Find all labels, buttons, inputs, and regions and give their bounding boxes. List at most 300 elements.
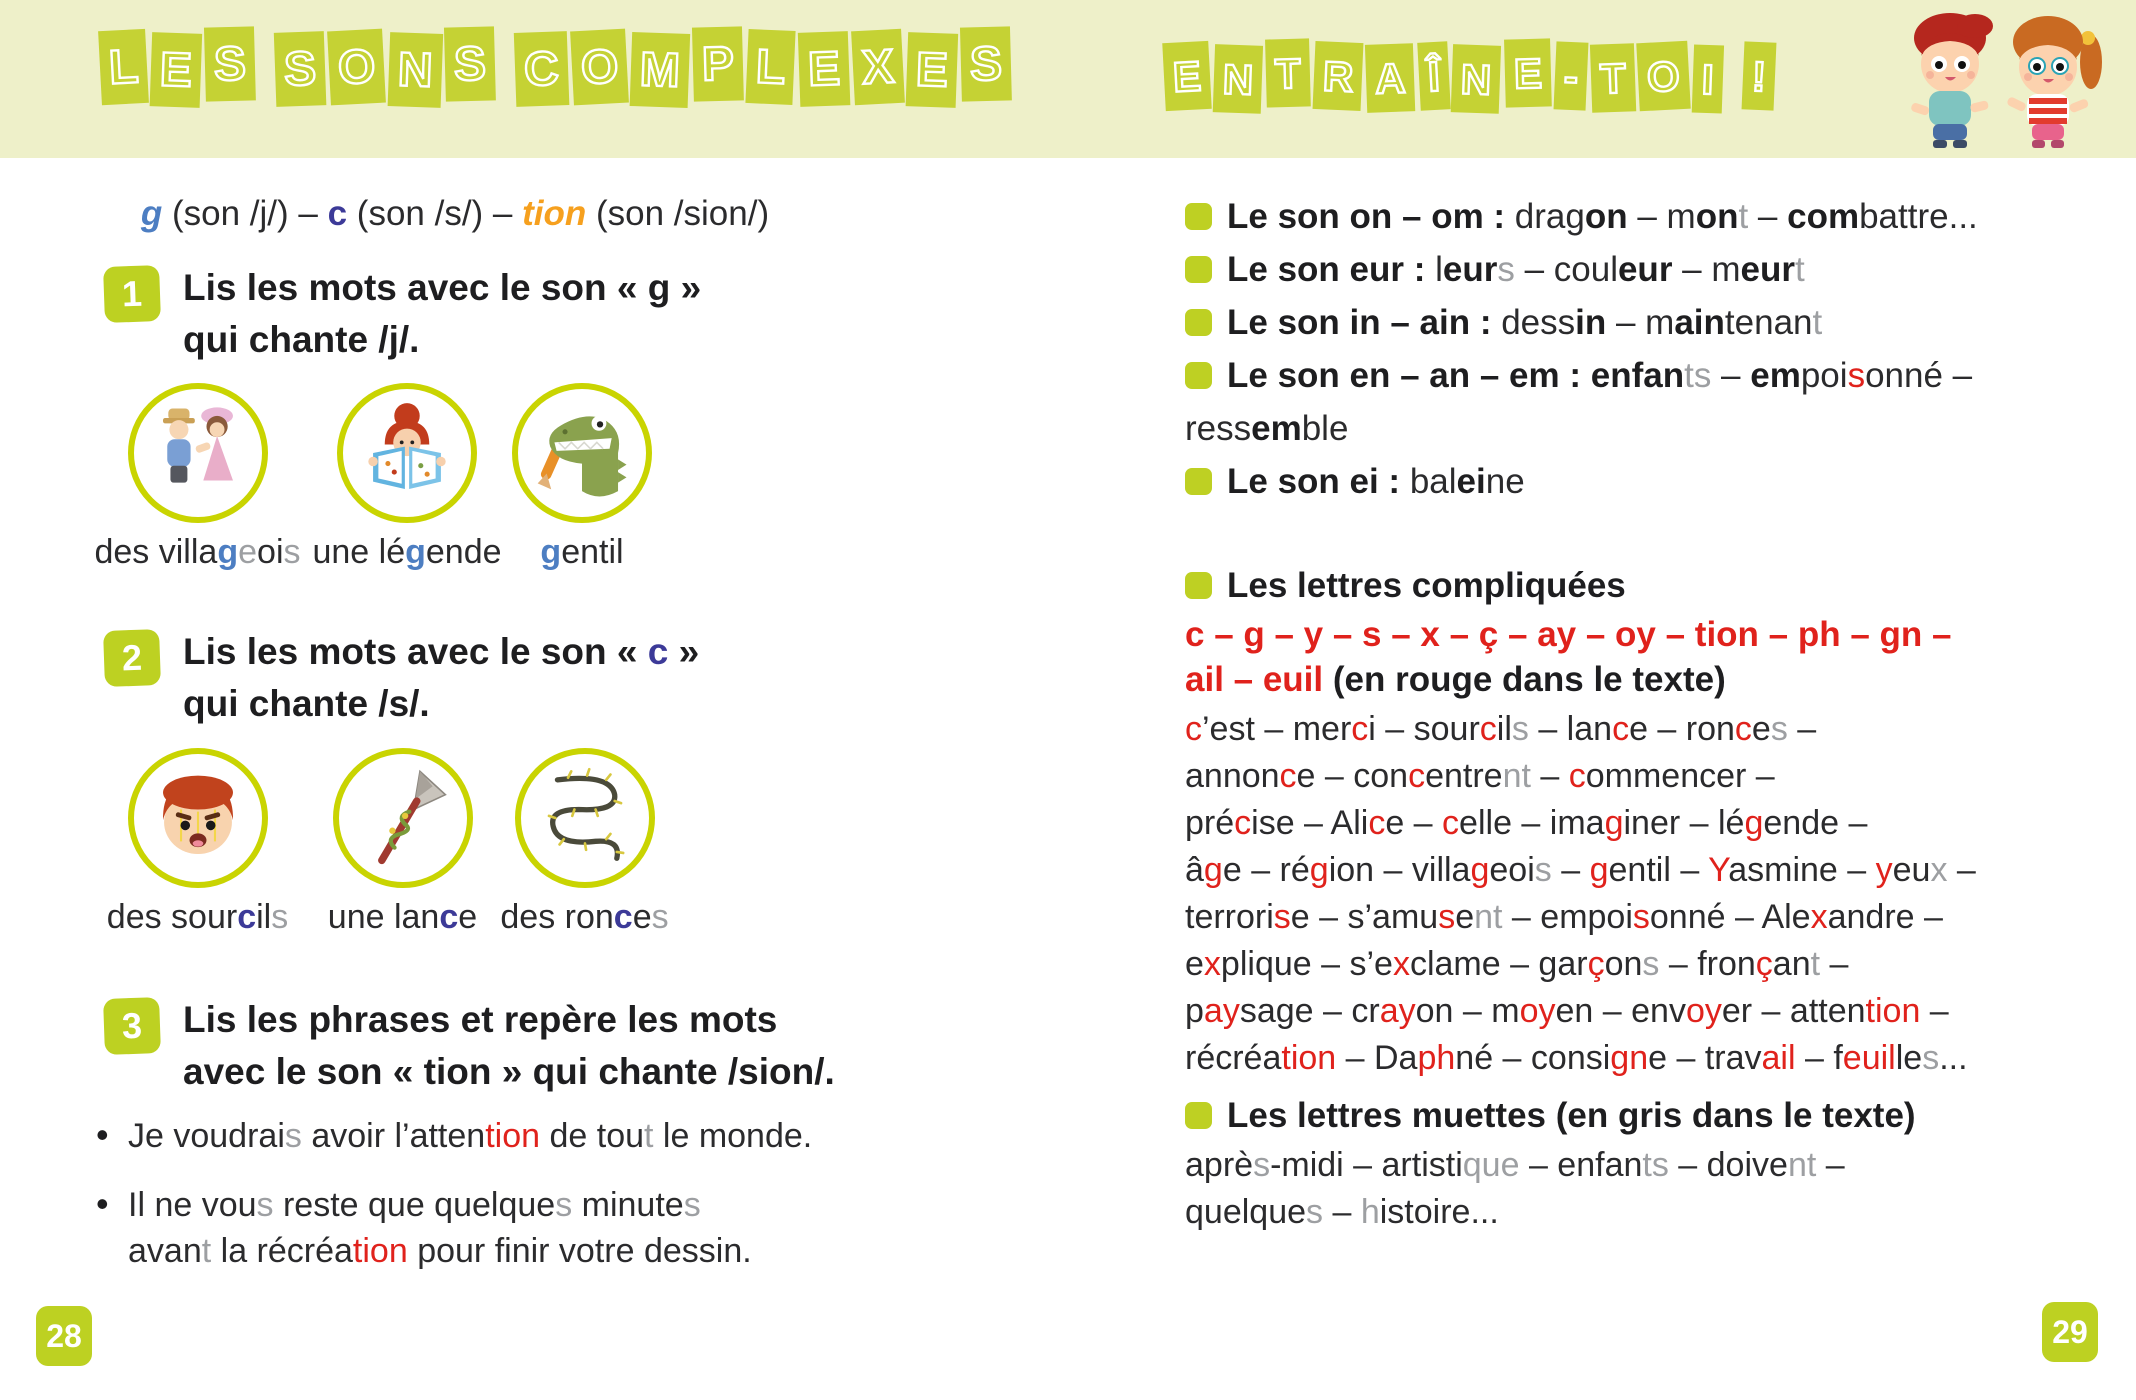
text-segment: s	[1922, 1039, 1940, 1077]
header-letter-block: S	[960, 26, 1012, 101]
text-segment: poi	[1800, 356, 1848, 395]
text-segment: g	[140, 194, 163, 233]
section-heading	[1185, 560, 2130, 612]
text-segment: Le son in – ain :	[1227, 303, 1502, 342]
text-segment: ommencer –	[1585, 757, 1775, 795]
text-segment: i – sour	[1368, 710, 1480, 748]
girl-character	[2006, 16, 2102, 148]
text-segment: x	[1930, 851, 1948, 889]
text-segment: x	[1203, 945, 1221, 983]
bullet-square-icon	[1185, 362, 1212, 389]
text-segment: Les lettres compliquées	[1227, 566, 1626, 605]
text-segment: s	[284, 1117, 302, 1155]
exercise-title-line	[183, 678, 699, 730]
text-segment: s	[1273, 898, 1291, 936]
exercise-1-number: 1	[103, 265, 161, 323]
exercise-2-item-ronces	[492, 748, 677, 937]
word-line	[1185, 753, 2130, 800]
mute-words	[1185, 1142, 2130, 1236]
word-line	[1185, 1142, 2130, 1189]
word-line	[1185, 941, 2130, 988]
text-segment: battre...	[1859, 197, 1978, 236]
complicated-letters-list	[1185, 612, 2130, 702]
angry-boy-icon	[145, 765, 251, 871]
text-segment: sage – cr	[1239, 992, 1380, 1030]
exercise-2-number: 2	[103, 629, 161, 687]
text-segment: s	[1253, 1146, 1271, 1184]
text-segment: – f	[1795, 1039, 1843, 1077]
exercise-3-number: 3	[103, 997, 161, 1055]
bullet-square-icon	[1185, 468, 1212, 495]
text-segment: aprè	[1185, 1146, 1254, 1184]
text-segment: »	[668, 631, 700, 672]
word-line	[1185, 988, 2130, 1035]
text-segment: Le son eur :	[1227, 250, 1436, 289]
text-segment: -midi – artisti	[1270, 1146, 1463, 1184]
text-segment: – m	[1606, 303, 1675, 342]
text-line	[492, 898, 677, 937]
header-letter-block: E	[1162, 41, 1212, 111]
text-segment: –	[1920, 992, 1949, 1030]
text-segment: avan	[128, 1232, 202, 1270]
text-segment: (en rouge dans le texte)	[1332, 660, 1726, 699]
text-segment: né – consi	[1455, 1039, 1611, 1077]
text-segment: (son /j/) –	[162, 194, 328, 233]
sounds-subtitle	[90, 194, 820, 234]
text-segment: s	[1632, 898, 1650, 936]
word-line	[1185, 706, 2130, 753]
angry-boy-image	[128, 748, 268, 888]
sound-line	[1185, 296, 2130, 349]
sound-line	[1185, 190, 2130, 243]
text-line	[80, 898, 315, 937]
text-segment: (son /s/) –	[347, 194, 523, 233]
word-line	[1185, 1189, 2130, 1236]
text-segment: tion	[1281, 1039, 1337, 1077]
header-letter-block: !	[1741, 41, 1776, 110]
text-segment: oy	[1685, 992, 1722, 1030]
text-segment: pré	[1185, 804, 1235, 842]
text-segment: onné – Ale	[1649, 898, 1811, 936]
text-segment: onné –	[1865, 356, 1973, 395]
text-segment: qui chante /s/.	[183, 683, 430, 724]
bullet-dot-icon: •	[96, 1114, 109, 1155]
header-letter-block: N	[1451, 44, 1502, 114]
header-letter-block: S	[444, 26, 496, 101]
header-letter-block: R	[1313, 41, 1364, 111]
text-segment: e	[1185, 945, 1204, 983]
exercise-1-item-legende	[312, 383, 502, 572]
text-segment: Je voudrai	[128, 1117, 285, 1155]
text-segment: – coul	[1514, 250, 1618, 289]
text-segment: Lis les mots avec le son «	[183, 631, 648, 672]
text-segment: Lis les mots avec le son « g »	[183, 267, 702, 308]
text-segment: –	[1551, 851, 1590, 889]
text-segment: ay	[1379, 992, 1416, 1030]
text-segment: c	[1568, 757, 1586, 795]
text-segment: en – env	[1555, 992, 1686, 1030]
text-segment: des ron	[500, 898, 614, 936]
text-segment: –	[1787, 710, 1817, 748]
text-segment: reste que quelque	[273, 1186, 556, 1224]
exercise-1-item-gentil	[497, 383, 667, 572]
text-segment: Le son on – om :	[1227, 197, 1515, 236]
text-segment: e –	[1385, 804, 1443, 842]
text-segment: terrori	[1185, 898, 1274, 936]
kids-illustration	[1855, 4, 2125, 152]
exercise-1-item-villageois	[80, 383, 315, 572]
text-segment: quelque	[1185, 1193, 1307, 1231]
text-segment: – fron	[1659, 945, 1756, 983]
text-line	[90, 194, 820, 234]
brambles-icon	[532, 765, 638, 871]
text-segment: c	[1442, 804, 1460, 842]
text-segment: e	[238, 533, 258, 571]
lance-image	[333, 748, 473, 888]
boy-character	[1910, 13, 1993, 148]
text-segment: c	[1368, 804, 1386, 842]
header-letter-block: O	[1637, 41, 1691, 112]
text-segment: –	[1748, 197, 1788, 236]
text-segment: ble	[1301, 409, 1349, 448]
text-segment: elle – ima	[1459, 804, 1605, 842]
text-segment: ail	[1761, 1039, 1796, 1077]
caption-des-villageois	[80, 533, 315, 572]
text-segment: tion	[1865, 992, 1921, 1030]
text-segment: tion	[352, 1232, 408, 1270]
reading-girl-icon	[354, 400, 460, 506]
text-segment: y	[1875, 851, 1893, 889]
text-segment: on	[1695, 197, 1739, 236]
lance-icon	[350, 765, 456, 871]
text-segment: t	[1810, 945, 1821, 983]
text-segment: ion – villa	[1328, 851, 1471, 889]
text-segment: g	[1744, 804, 1764, 842]
header-letter-block: N	[1213, 44, 1264, 114]
text-segment: euil	[1842, 1039, 1896, 1077]
exercise-2-item-lance	[300, 748, 505, 937]
text-segment: le monde.	[653, 1117, 813, 1155]
text-segment: – enfan	[1519, 1146, 1643, 1184]
text-segment: e	[458, 898, 478, 936]
text-segment: e – ron	[1629, 710, 1735, 748]
text-segment: s	[1511, 710, 1529, 748]
text-segment: des villa	[94, 533, 218, 571]
text-segment: eu	[1892, 851, 1931, 889]
sound-line	[1185, 243, 2130, 296]
text-segment: nt	[1502, 757, 1531, 795]
text-segment: – empoi	[1502, 898, 1633, 936]
bullet-dot-icon: •	[96, 1183, 109, 1224]
text-segment: qui chante /j/.	[183, 319, 420, 360]
text-segment: eur	[1740, 250, 1795, 289]
sound-line-wrap	[1185, 402, 2130, 455]
text-segment: il	[256, 898, 272, 936]
text-segment: –	[1816, 1146, 1845, 1184]
text-segment: t	[201, 1232, 212, 1270]
sentence-line	[96, 1228, 996, 1274]
exercise-3-sentences	[96, 1112, 996, 1274]
text-segment: t	[1738, 197, 1749, 236]
sound-line	[1185, 349, 2130, 402]
text-segment: c	[1408, 757, 1426, 795]
text-segment: tion	[522, 194, 587, 233]
text-segment: minute	[572, 1186, 684, 1224]
text-segment: on	[1604, 945, 1643, 983]
text-segment: er – atten	[1721, 992, 1866, 1030]
text-segment: s	[1497, 250, 1515, 289]
text-segment: s	[1770, 710, 1788, 748]
header-letter-block: S	[274, 31, 327, 107]
text-segment: –	[1820, 945, 1849, 983]
bullet-square-icon	[1185, 572, 1212, 599]
text-segment: de tou	[540, 1117, 645, 1155]
text-segment: il	[1496, 710, 1512, 748]
exercise-1-title	[183, 262, 701, 366]
text-segment: tion	[485, 1117, 541, 1155]
text-segment: p	[1185, 992, 1204, 1030]
text-segment: le	[1895, 1039, 1923, 1077]
text-segment: s	[1438, 898, 1456, 936]
header-letter-block: E	[798, 31, 851, 107]
text-segment: – m	[1672, 250, 1741, 289]
header-letter-block: C	[514, 31, 569, 107]
header-letter-block: M	[630, 32, 691, 108]
text-segment: tenan	[1724, 303, 1813, 342]
text-segment: t	[644, 1117, 654, 1155]
text-segment: g	[540, 533, 562, 571]
page-number-left: 28	[36, 1306, 92, 1366]
exercise-3-title	[183, 994, 835, 1098]
text-segment: t	[1812, 303, 1823, 342]
text-segment: c	[613, 898, 633, 936]
text-segment: s	[683, 1186, 701, 1224]
bullet-square-icon	[1185, 256, 1212, 283]
text-segment: e – con	[1296, 757, 1409, 795]
text-segment: e	[632, 898, 652, 936]
exercise-title-line	[183, 262, 701, 314]
header-letter-block: S	[204, 26, 256, 101]
text-segment: une lan	[327, 898, 440, 936]
text-line	[312, 533, 502, 572]
text-segment: drag	[1514, 197, 1585, 236]
text-segment: ’est – mer	[1202, 710, 1352, 748]
complicated-words	[1185, 706, 2130, 1082]
text-segment: e – s’amu	[1290, 898, 1439, 936]
text-segment: andre –	[1827, 898, 1943, 936]
text-segment: g	[1470, 851, 1490, 889]
text-segment: – Da	[1336, 1039, 1418, 1077]
text-segment: on	[1584, 197, 1628, 236]
villagers-icon	[145, 400, 251, 506]
text-segment: c	[1185, 710, 1202, 748]
exercise-2-title	[183, 626, 699, 730]
text-segment: plique – s’e	[1220, 945, 1393, 983]
text-segment: avoir l’atten	[301, 1117, 486, 1155]
reading-girl-image	[337, 383, 477, 523]
text-segment: h	[1360, 1193, 1380, 1231]
complicated-letters-heading	[1185, 560, 2130, 612]
text-segment: (son /sion/)	[586, 194, 770, 233]
text-segment: s	[651, 898, 669, 936]
text-segment: l	[1435, 250, 1443, 289]
text-segment: ne	[1485, 462, 1525, 501]
text-segment: g	[405, 533, 426, 571]
text-segment: nt	[1787, 1146, 1817, 1184]
text-segment: Lis les phrases et repère les mots	[183, 999, 778, 1040]
text-segment: in	[1575, 303, 1607, 342]
bullet-square-icon	[1185, 203, 1212, 230]
text-segment: ain	[1674, 303, 1725, 342]
mute-letters-heading	[1185, 1090, 2130, 1142]
text-segment: Les lettres muettes (en gris dans le texte)	[1227, 1096, 1916, 1135]
text-segment: ts	[1642, 1146, 1669, 1184]
text-segment: enfan	[1590, 356, 1685, 395]
caption-des-ronces	[492, 898, 677, 937]
header-letter-block: T	[1265, 38, 1310, 107]
header-letter-block: -	[1553, 41, 1588, 110]
text-segment: s	[271, 898, 289, 936]
text-segment: – doive	[1668, 1146, 1788, 1184]
text-segment: ay	[1203, 992, 1240, 1030]
text-segment: s	[1306, 1193, 1324, 1231]
word-line	[1185, 894, 2130, 941]
sound-line	[1185, 455, 2130, 508]
text-segment: c	[1734, 710, 1752, 748]
header-letter-block: O	[327, 29, 386, 106]
text-segment: eur	[1442, 250, 1498, 289]
caption-des-sourcils	[80, 898, 315, 937]
caption-une-legende	[312, 533, 502, 572]
text-segment: x	[1810, 898, 1828, 936]
text-segment: e	[1455, 898, 1475, 936]
text-segment: c – g – y – s – x – ç – ay – oy – tion – ph – gn –	[1185, 615, 1952, 654]
header-letter-block: E	[150, 32, 203, 108]
text-segment: oy	[1519, 992, 1556, 1030]
text-segment: eoi	[1489, 851, 1535, 889]
header-letter-block: X	[851, 29, 905, 106]
text-segment: c	[439, 898, 459, 936]
text-segment: c	[237, 898, 257, 936]
text-segment: gn	[1610, 1039, 1649, 1077]
text-segment: iner – lé	[1623, 804, 1745, 842]
header-letter-block: O	[570, 29, 629, 106]
bullet-square-icon	[1185, 1102, 1212, 1129]
text-segment: x	[1392, 945, 1410, 983]
crocodile-icon	[529, 400, 635, 506]
text-segment: c	[1234, 804, 1252, 842]
header-letter-block: L	[98, 29, 149, 105]
text-segment: em	[1750, 356, 1801, 395]
section-heading	[1185, 1090, 2130, 1142]
text-segment: ende –	[1763, 804, 1868, 842]
text-segment: ç	[1587, 945, 1605, 983]
text-segment: la récréa	[211, 1232, 353, 1270]
exercise-title-line	[183, 994, 835, 1046]
header-letter-block: E	[1504, 38, 1552, 107]
text-segment: bal	[1409, 462, 1457, 501]
caption-une-lance	[300, 898, 505, 937]
exercise-title-line	[183, 1046, 835, 1098]
text-segment: g	[1589, 851, 1609, 889]
text-segment: istoire...	[1379, 1193, 1499, 1231]
text-segment: e – ré	[1222, 851, 1310, 889]
text-segment: annon	[1185, 757, 1280, 795]
text-segment: ç	[1755, 945, 1773, 983]
red-letters-line	[1185, 612, 2130, 657]
text-segment: on – m	[1415, 992, 1520, 1030]
bullet-square-icon	[1185, 309, 1212, 336]
text-segment: ts	[1684, 356, 1712, 395]
text-segment: entre	[1425, 757, 1503, 795]
text-segment: Y	[1708, 851, 1729, 889]
exercise-title-line	[183, 626, 699, 678]
sentence-line	[96, 1181, 996, 1228]
caption-gentil	[497, 533, 667, 572]
text-segment: ...	[1939, 1039, 1968, 1077]
text-segment: Le son en – an – em :	[1227, 356, 1591, 395]
villagers-image	[128, 383, 268, 523]
text-segment: â	[1185, 851, 1204, 889]
word-line	[1185, 800, 2130, 847]
text-segment: oi	[257, 533, 284, 571]
text-segment: c	[1479, 710, 1497, 748]
header-letter-block: T	[1590, 43, 1636, 112]
text-segment: c	[647, 631, 669, 672]
right-page-title	[1162, 42, 1777, 110]
text-segment: ende	[425, 533, 502, 571]
text-segment: e	[1751, 710, 1771, 748]
text-segment: ei	[1456, 462, 1486, 501]
header-letter-block: L	[746, 29, 797, 105]
text-segment: une lé	[312, 533, 406, 571]
text-line	[300, 898, 505, 937]
word-line	[1185, 847, 2130, 894]
text-segment: asmine –	[1728, 851, 1876, 889]
text-segment: g	[1203, 851, 1223, 889]
text-line	[497, 533, 667, 572]
text-segment: s	[555, 1186, 573, 1224]
sentence-line	[96, 1112, 996, 1159]
text-segment: pour finir votre dessin.	[407, 1232, 752, 1270]
text-segment: – m	[1627, 197, 1696, 236]
text-segment: Il ne vou	[128, 1186, 257, 1224]
text-segment: dess	[1501, 303, 1576, 342]
text-segment: ress	[1185, 409, 1252, 448]
header-letter-block: P	[692, 26, 744, 101]
text-segment: s	[1534, 851, 1552, 889]
crocodile-image	[512, 383, 652, 523]
exercise-title-line	[183, 314, 701, 366]
text-segment: –	[1711, 356, 1751, 395]
text-segment: s	[283, 533, 301, 571]
text-segment: c	[327, 194, 348, 233]
exercise-2-item-sourcils	[80, 748, 315, 937]
text-segment: –	[1530, 757, 1569, 795]
text-segment: t	[1794, 250, 1805, 289]
text-segment: – lan	[1528, 710, 1613, 748]
header-letter-block: A	[1365, 43, 1416, 113]
header-letter-block: E	[905, 32, 958, 108]
text-segment: em	[1251, 409, 1302, 448]
text-segment: com	[1787, 197, 1860, 236]
word-line	[1185, 1035, 2130, 1082]
text-segment: entil	[561, 533, 624, 571]
text-segment: que	[1462, 1146, 1520, 1184]
text-segment: nt	[1474, 898, 1503, 936]
text-segment: an	[1772, 945, 1811, 983]
text-segment: clame – gar	[1409, 945, 1588, 983]
